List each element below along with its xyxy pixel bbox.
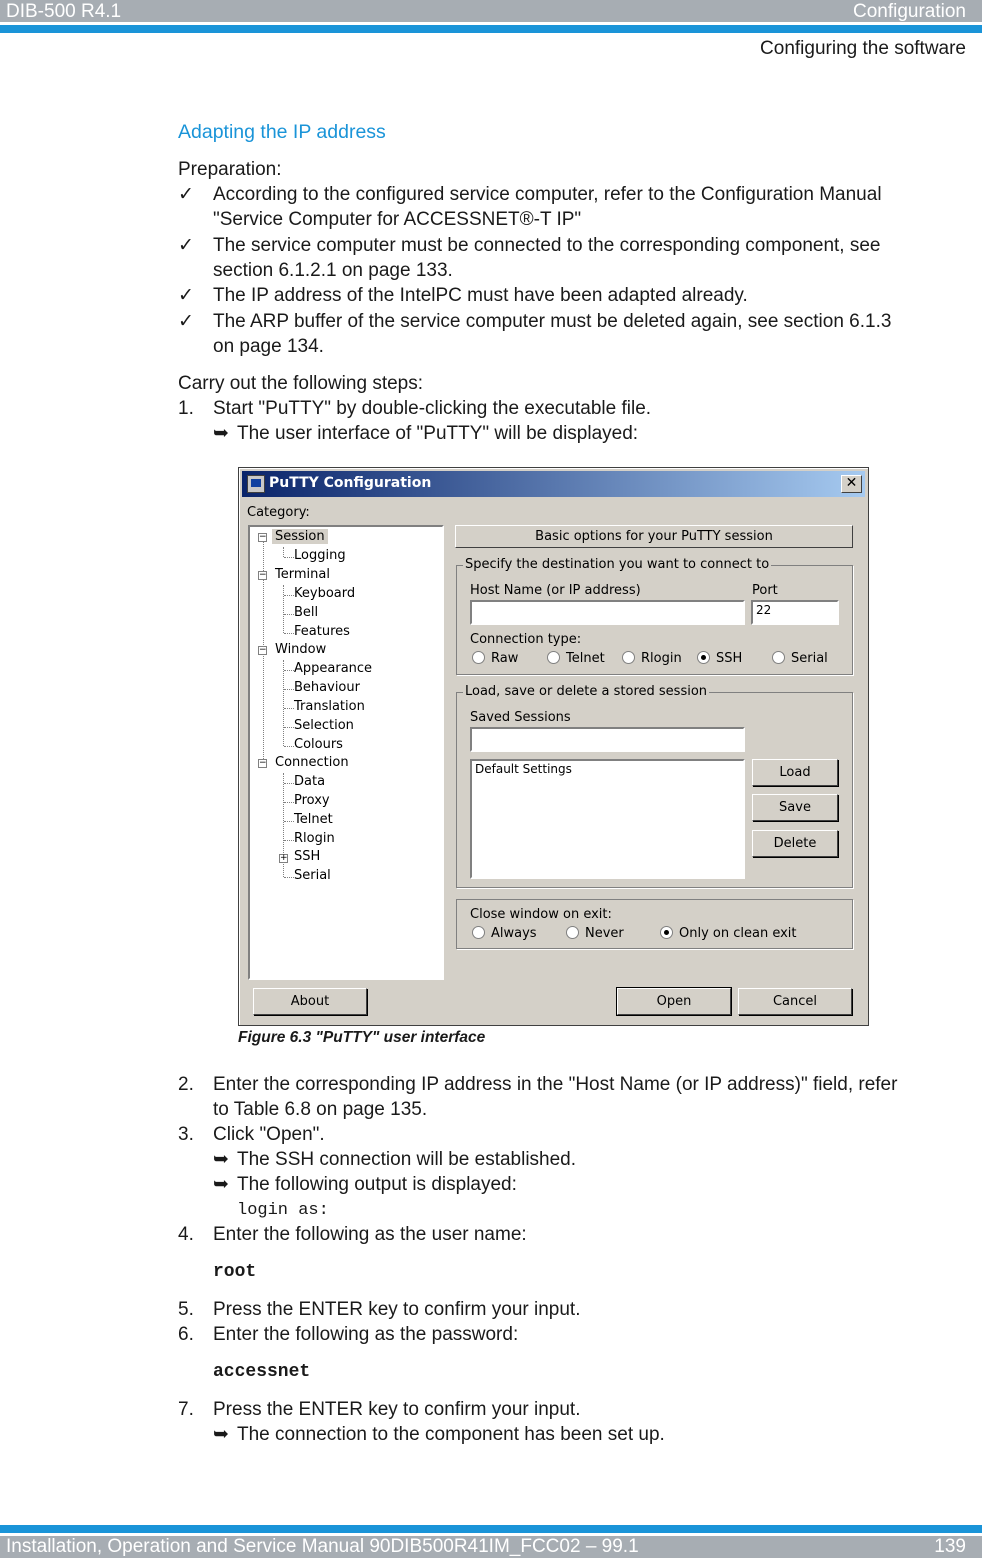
- step-4: Enter the following as the user name:: [213, 1224, 527, 1245]
- collapse-icon[interactable]: −: [259, 645, 267, 655]
- check-icon: ✓: [178, 184, 194, 205]
- collapse-icon[interactable]: −: [259, 532, 267, 542]
- step-number: 7.: [178, 1399, 194, 1420]
- radio-button-selected: [660, 926, 673, 939]
- prep-item-1-line-1: According to the configured service computer, refer to the Configuration Manual: [213, 184, 882, 205]
- open-button[interactable]: Open: [617, 988, 731, 1015]
- close-on-exit-label: Close window on exit:: [470, 907, 612, 922]
- putty-config-window: [238, 467, 869, 1026]
- radio-button: [472, 651, 485, 664]
- group-title: Load, save or delete a stored session: [465, 684, 708, 699]
- tree-item-label: Session: [272, 529, 328, 544]
- tree-item-serial[interactable]: Serial: [294, 868, 331, 883]
- close-on-exit-group: [456, 899, 853, 949]
- load-button[interactable]: Load: [752, 759, 838, 786]
- doc-id: DIB-500 R4.1: [6, 1, 122, 22]
- radio-button: [547, 651, 560, 664]
- step-number: 5.: [178, 1299, 194, 1320]
- radio-label: Only on clean exit: [679, 926, 797, 941]
- tree-item-connection[interactable]: Connection: [275, 755, 349, 770]
- tree-line: [284, 614, 294, 615]
- tree-item-bell[interactable]: Bell: [294, 605, 319, 620]
- manual-title: Installation, Operation and Service Manual 90DIB500R41IM_FCC02 – 99.1: [6, 1536, 639, 1557]
- radio-only-on-clean-exit[interactable]: [660, 926, 797, 941]
- tree-item-behaviour[interactable]: Behaviour: [294, 680, 360, 695]
- step-number: 3.: [178, 1124, 194, 1145]
- figure-caption: Figure 6.3 "PuTTY" user interface: [238, 1029, 486, 1046]
- footer-rule: [0, 1525, 982, 1533]
- category-label: Category:: [247, 505, 310, 520]
- prep-item-2-line-1: The service computer must be connected to the corresponding component, see: [213, 235, 881, 256]
- tree-line: [283, 660, 284, 746]
- saved-sessions-label: Saved Sessions: [470, 710, 571, 725]
- page-number: 139: [934, 1536, 966, 1557]
- save-button[interactable]: Save: [752, 794, 838, 821]
- tree-item-colours[interactable]: Colours: [294, 737, 343, 752]
- tree-line: [284, 689, 294, 690]
- console-output: login as:: [237, 1201, 329, 1220]
- step-number: 2.: [178, 1074, 194, 1095]
- step-number: 6.: [178, 1324, 194, 1345]
- radio-label: SSH: [716, 651, 743, 666]
- tree-item-features[interactable]: Features: [294, 624, 350, 639]
- step-7: Press the ENTER key to confirm your input.: [213, 1399, 581, 1420]
- destination-group: [456, 557, 853, 675]
- tree-line: [283, 547, 284, 557]
- tree-line: [283, 585, 284, 633]
- header-bar: [0, 0, 982, 22]
- tree-item-data[interactable]: Data: [294, 774, 326, 789]
- radio-label: Rlogin: [641, 651, 682, 666]
- step-3-result-1: The SSH connection will be established.: [237, 1149, 577, 1170]
- section-title: Configuring the software: [760, 38, 966, 59]
- radio-label: Serial: [791, 651, 828, 666]
- tree-line: [284, 746, 294, 747]
- result-arrow-icon: ➥: [213, 1424, 229, 1445]
- tree-item-translation[interactable]: Translation: [294, 699, 365, 714]
- tree-line: [284, 633, 294, 634]
- host-name-field[interactable]: [470, 600, 745, 625]
- collapse-icon[interactable]: −: [259, 758, 267, 768]
- result-arrow-icon: ➥: [213, 1149, 229, 1170]
- radio-button: [622, 651, 635, 664]
- panel-title: Basic options for your PuTTY session: [455, 525, 853, 548]
- tree-item-selection[interactable]: Selection: [294, 718, 354, 733]
- tree-line: [284, 821, 294, 822]
- tree-item-logging[interactable]: Logging: [294, 548, 346, 563]
- tree-item-keyboard[interactable]: Keyboard: [294, 586, 356, 601]
- tree-line: [284, 783, 294, 784]
- result-arrow-icon: ➥: [213, 1174, 229, 1195]
- host-name-label: Host Name (or IP address): [470, 583, 641, 598]
- tree-line: [284, 877, 294, 878]
- radio-telnet[interactable]: [547, 651, 605, 666]
- collapse-icon[interactable]: −: [259, 570, 267, 580]
- tree-item-ssh[interactable]: SSH: [294, 849, 321, 864]
- step-1-result: The user interface of "PuTTY" will be displayed:: [237, 423, 639, 444]
- prep-item-4-line-2: on page 134.: [213, 336, 324, 357]
- radio-label: Telnet: [566, 651, 605, 666]
- close-button[interactable]: ✕: [841, 475, 862, 493]
- radio-ssh[interactable]: [697, 651, 742, 666]
- port-field[interactable]: 22: [751, 600, 839, 625]
- saved-sessions-group: [456, 684, 853, 888]
- prep-label: Preparation:: [178, 159, 282, 180]
- about-button[interactable]: About: [253, 988, 367, 1015]
- delete-button[interactable]: Delete: [752, 830, 838, 857]
- header-rule: [0, 25, 982, 33]
- tree-item-window[interactable]: Window: [275, 642, 327, 657]
- tree-line: [284, 557, 294, 558]
- category-tree[interactable]: [248, 525, 444, 980]
- step-1: Start "PuTTY" by double-clicking the executable file.: [213, 398, 652, 419]
- radio-label: Never: [585, 926, 624, 941]
- tree-item-proxy[interactable]: Proxy: [294, 793, 330, 808]
- radio-serial[interactable]: [772, 651, 828, 666]
- username-value: root: [213, 1262, 257, 1282]
- connection-type-label: Connection type:: [470, 632, 582, 647]
- step-2-line-1: Enter the corresponding IP address in the "Host Name (or IP address)" field, refer: [213, 1074, 898, 1095]
- title-bar[interactable]: [242, 471, 865, 497]
- step-number: 4.: [178, 1224, 194, 1245]
- step-2-line-2: to Table 6.8 on page 135.: [213, 1099, 428, 1120]
- check-icon: ✓: [178, 285, 194, 306]
- radio-label: Always: [491, 926, 537, 941]
- sessions-list[interactable]: [470, 759, 745, 879]
- check-icon: ✓: [178, 311, 194, 332]
- tree-line: [284, 840, 294, 841]
- check-icon: ✓: [178, 235, 194, 256]
- password-value: accessnet: [213, 1362, 311, 1382]
- radio-label: Raw: [491, 651, 519, 666]
- port-label: Port: [752, 583, 778, 598]
- putty-app-icon: [247, 475, 265, 493]
- prep-item-4-line-1: The ARP buffer of the service computer must be deleted again, see section 6.1.3: [213, 311, 892, 332]
- tree-line: [284, 708, 294, 709]
- step-3-result-2: The following output is displayed:: [237, 1174, 517, 1195]
- step-3: Click "Open".: [213, 1124, 325, 1145]
- tree-item-terminal[interactable]: Terminal: [275, 567, 330, 582]
- tree-item-telnet[interactable]: Telnet: [294, 812, 333, 827]
- step-6: Enter the following as the password:: [213, 1324, 519, 1345]
- group-title: Specify the destination you want to connect to: [465, 557, 770, 572]
- list-item[interactable]: Default Settings: [475, 762, 572, 776]
- radio-button: [566, 926, 579, 939]
- tree-line: [284, 670, 294, 671]
- radio-button: [772, 651, 785, 664]
- tree-line: [284, 727, 294, 728]
- saved-session-input[interactable]: [470, 727, 745, 752]
- tree-item-session[interactable]: [272, 529, 328, 544]
- chapter-title: Configuration: [852, 1, 966, 22]
- window-title: PuTTY Configuration: [269, 475, 432, 491]
- prep-item-2-line-2: section 6.1.2.1 on page 133.: [213, 260, 453, 281]
- page-heading: Adapting the IP address: [178, 121, 386, 143]
- cancel-button[interactable]: Cancel: [738, 988, 852, 1015]
- steps-label: Carry out the following steps:: [178, 373, 424, 394]
- radio-button: [472, 926, 485, 939]
- prep-item-3: The IP address of the IntelPC must have been adapted already.: [213, 285, 748, 306]
- result-arrow-icon: ➥: [213, 423, 229, 444]
- radio-rlogin[interactable]: [622, 651, 682, 666]
- tree-line: [284, 595, 294, 596]
- radio-always[interactable]: [472, 926, 537, 941]
- tree-item-rlogin[interactable]: Rlogin: [294, 831, 335, 846]
- step-number: 1.: [178, 398, 194, 419]
- step-7-result: The connection to the component has been set up.: [237, 1424, 665, 1445]
- prep-item-1-line-2: "Service Computer for ACCESSNET®-T IP": [213, 209, 582, 230]
- radio-raw[interactable]: [472, 651, 518, 666]
- radio-button-selected: [697, 651, 710, 664]
- step-5: Press the ENTER key to confirm your input.: [213, 1299, 581, 1320]
- tree-item-appearance[interactable]: Appearance: [294, 661, 373, 676]
- tree-line: [284, 802, 294, 803]
- expand-icon[interactable]: +: [280, 853, 288, 863]
- radio-never[interactable]: [566, 926, 624, 941]
